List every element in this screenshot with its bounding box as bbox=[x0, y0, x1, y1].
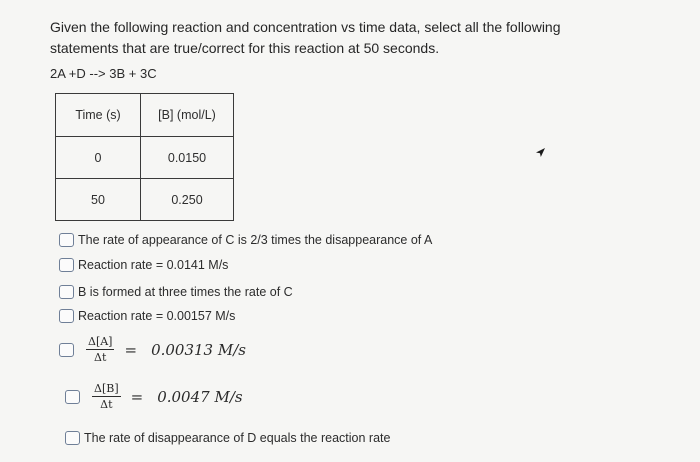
option-6[interactable] bbox=[65, 382, 243, 411]
equals-sign: = bbox=[130, 387, 144, 406]
rate-value: 0.0047 M/s bbox=[157, 387, 243, 406]
table-row bbox=[56, 179, 234, 221]
option-checkbox[interactable] bbox=[59, 309, 74, 323]
option-label: The rate of appearance of C is 2/3 times the disappearance of A bbox=[78, 233, 433, 247]
option-4[interactable] bbox=[59, 309, 235, 323]
option-1[interactable] bbox=[59, 233, 432, 247]
option-3[interactable] bbox=[59, 285, 293, 299]
table-cell-time: 50 bbox=[56, 179, 141, 221]
concentration-table bbox=[55, 93, 234, 221]
option-checkbox[interactable] bbox=[59, 285, 74, 299]
rate-value: 0.00313 M/s bbox=[151, 340, 246, 359]
fraction-denominator: Δt bbox=[94, 351, 107, 364]
option-label: The rate of disappearance of D equals the reaction rate bbox=[84, 431, 391, 445]
rate-fraction-a bbox=[86, 335, 114, 364]
fraction-denominator: Δt bbox=[100, 398, 113, 411]
table-header-time: Time (s) bbox=[56, 94, 141, 137]
option-label: Reaction rate = 0.00157 M/s bbox=[78, 309, 236, 323]
option-checkbox[interactable] bbox=[59, 258, 74, 272]
fraction-numerator: Δ[A] bbox=[88, 335, 113, 348]
equals-sign: = bbox=[124, 340, 138, 359]
rate-expression bbox=[131, 388, 243, 406]
option-checkbox[interactable] bbox=[65, 390, 80, 404]
option-checkbox[interactable] bbox=[65, 431, 80, 445]
fraction-numerator: Δ[B] bbox=[94, 382, 119, 395]
rate-expression bbox=[124, 341, 246, 359]
option-checkbox[interactable] bbox=[59, 233, 74, 247]
rate-fraction-b bbox=[92, 382, 121, 411]
option-2[interactable] bbox=[59, 258, 228, 272]
option-checkbox[interactable] bbox=[59, 343, 74, 357]
option-5[interactable] bbox=[59, 335, 246, 364]
table-cell-concentration: 0.0150 bbox=[141, 137, 234, 179]
question-text: Given the following reaction and concentration vs time data, select all the following statements that are true/correct for this reaction at 50 seconds. bbox=[50, 19, 561, 56]
table-row bbox=[56, 137, 234, 179]
table-cell-concentration: 0.250 bbox=[141, 179, 234, 221]
option-label: Reaction rate = 0.0141 M/s bbox=[78, 258, 229, 272]
table-cell-time: 0 bbox=[56, 137, 141, 179]
mouse-pointer-icon bbox=[535, 147, 546, 158]
option-7[interactable] bbox=[65, 431, 390, 445]
option-label: B is formed at three times the rate of C bbox=[78, 285, 293, 299]
reaction-equation: 2A +D --> 3B + 3C bbox=[50, 66, 157, 81]
table-header-row bbox=[56, 94, 234, 137]
table-header-concentration: [B] (mol/L) bbox=[141, 94, 234, 137]
